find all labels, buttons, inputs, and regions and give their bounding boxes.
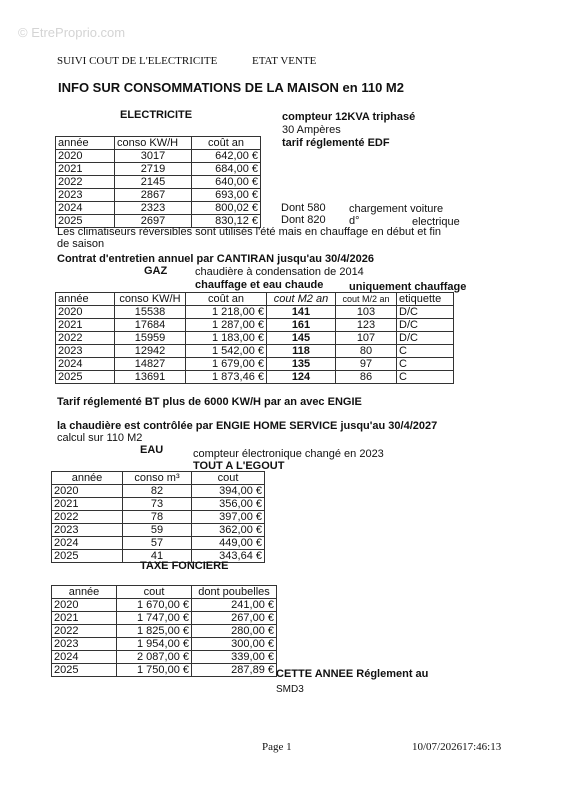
- taxe-table: [51, 585, 277, 677]
- column-header: année: [52, 472, 123, 485]
- cell: 2023: [52, 524, 123, 537]
- cell: 362,00 €: [192, 524, 265, 537]
- column-header: cout: [117, 586, 192, 599]
- cell: 241,00 €: [192, 599, 277, 612]
- cell: 14827: [115, 358, 186, 371]
- table-row: [52, 524, 265, 537]
- cell: 2323: [115, 202, 192, 215]
- gaz-tarif: Tarif réglementé BT plus de 6000 KW/H par an avec ENGIE: [57, 396, 362, 408]
- cell: 693,00 €: [192, 189, 261, 202]
- cell: 57: [123, 537, 192, 550]
- taxe-heading: TAXE FONCIERE: [140, 560, 229, 572]
- column-header: année: [56, 293, 115, 306]
- table-header-row: [52, 586, 277, 599]
- header-right: ETAT VENTE: [252, 55, 317, 67]
- cell: 2020: [52, 599, 117, 612]
- cell: 2025: [52, 664, 117, 677]
- taxe-note: CETTE ANNEE Réglement au: [276, 668, 429, 680]
- column-header: coût an: [192, 137, 261, 150]
- cell: 135: [267, 358, 336, 371]
- eau-table: [51, 471, 265, 563]
- cell: 97: [336, 358, 397, 371]
- cell: 2025: [52, 550, 123, 563]
- cell: 3017: [115, 150, 192, 163]
- cell: 2020: [52, 485, 123, 498]
- column-header: etiquette: [397, 293, 454, 306]
- cell: 684,00 €: [192, 163, 261, 176]
- electricite-heading: ELECTRICITE: [120, 109, 193, 121]
- cell: 124: [267, 371, 336, 384]
- cell: 2025: [56, 215, 115, 228]
- cell: 280,00 €: [192, 625, 277, 638]
- cell: C: [397, 371, 454, 384]
- column-header: dont poubelles: [192, 586, 277, 599]
- electricite-tarif: tarif réglementé EDF: [282, 137, 390, 149]
- header-left: SUIVI COUT DE L'ELECTRICITE: [57, 55, 218, 67]
- cell: 2719: [115, 163, 192, 176]
- cell: 2021: [52, 498, 123, 511]
- cell: 123: [336, 319, 397, 332]
- cell: 2022: [56, 176, 115, 189]
- cell: 394,00 €: [192, 485, 265, 498]
- cell: 640,00 €: [192, 176, 261, 189]
- cell: 287,89 €: [192, 664, 277, 677]
- cell: 267,00 €: [192, 612, 277, 625]
- cell: D/C: [397, 306, 454, 319]
- cell: C: [397, 345, 454, 358]
- page-title: INFO SUR CONSOMMATIONS DE LA MAISON en 110 M2: [58, 80, 404, 95]
- table-row: [52, 612, 277, 625]
- cell: 80: [336, 345, 397, 358]
- gaz-uniquement: uniquement chauffage: [349, 281, 467, 293]
- cell: 2025: [56, 371, 115, 384]
- cell: 2022: [56, 332, 115, 345]
- taxe-smd: SMD3: [276, 684, 304, 695]
- column-header: cout: [192, 472, 265, 485]
- cell: 2023: [56, 345, 115, 358]
- table-row: [56, 358, 454, 371]
- cell: 13691: [115, 371, 186, 384]
- cell: 12942: [115, 345, 186, 358]
- table-row: [56, 319, 454, 332]
- cell: 339,00 €: [192, 651, 277, 664]
- table-row: [52, 638, 277, 651]
- table-row: [52, 651, 277, 664]
- cell: 2021: [56, 163, 115, 176]
- electricite-dont-2: Dont 820: [281, 214, 326, 226]
- cell: 2867: [115, 189, 192, 202]
- cell: 118: [267, 345, 336, 358]
- cell: 15959: [115, 332, 186, 345]
- cell: 1 825,00 €: [117, 625, 192, 638]
- cell: 59: [123, 524, 192, 537]
- cell: C: [397, 358, 454, 371]
- table-row: [56, 150, 261, 163]
- cell: 356,00 €: [192, 498, 265, 511]
- cell: 15538: [115, 306, 186, 319]
- electricite-charge-1: chargement voiture: [349, 203, 444, 215]
- cell: 86: [336, 371, 397, 384]
- print-datetime: 10/07/202617:46:13: [412, 741, 502, 753]
- cell: 2024: [52, 537, 123, 550]
- cell: 2020: [56, 150, 115, 163]
- column-header: année: [56, 137, 115, 150]
- cell: 2023: [56, 189, 115, 202]
- cell: 1 954,00 €: [117, 638, 192, 651]
- electricite-table: [55, 136, 261, 228]
- column-header: cout M2 an: [267, 293, 336, 306]
- cell: 449,00 €: [192, 537, 265, 550]
- gaz-chaudiere: chaudière à condensation de 2014: [195, 266, 364, 278]
- cell: 1 287,00 €: [186, 319, 267, 332]
- table-row: [52, 511, 265, 524]
- cell: 300,00 €: [192, 638, 277, 651]
- cell: 1 218,00 €: [186, 306, 267, 319]
- cell: 161: [267, 319, 336, 332]
- cell: 1 679,00 €: [186, 358, 267, 371]
- cell: 1 750,00 €: [117, 664, 192, 677]
- table-row: [56, 306, 454, 319]
- gaz-table: [55, 292, 454, 384]
- cell: 2022: [52, 625, 117, 638]
- cell: 78: [123, 511, 192, 524]
- table-row: [52, 625, 277, 638]
- eau-heading: EAU: [140, 444, 164, 456]
- column-header: cout M/2 an: [336, 293, 397, 306]
- cell: 2145: [115, 176, 192, 189]
- cell: 830,12 €: [192, 215, 261, 228]
- table-row: [52, 599, 277, 612]
- watermark: © EtreProprio.com: [18, 25, 126, 40]
- cell: D/C: [397, 332, 454, 345]
- table-row: [52, 664, 277, 677]
- electricite-amperes: 30 Ampères: [282, 124, 341, 136]
- column-header: conso KW/H: [115, 137, 192, 150]
- table-row: [56, 163, 261, 176]
- table-header-row: [56, 137, 261, 150]
- cell: D/C: [397, 319, 454, 332]
- column-header: conso m³: [123, 472, 192, 485]
- cell: 2020: [56, 306, 115, 319]
- eau-compteur: compteur électronique changé en 2023: [193, 448, 384, 460]
- table-row: [56, 176, 261, 189]
- electricite-charge-2b: electrique: [412, 216, 460, 228]
- cell: 2022: [52, 511, 123, 524]
- cell: 1 747,00 €: [117, 612, 192, 625]
- cell: 17684: [115, 319, 186, 332]
- cell: 82: [123, 485, 192, 498]
- cell: 800,02 €: [192, 202, 261, 215]
- table-row: [56, 371, 454, 384]
- column-header: année: [52, 586, 117, 599]
- electricite-compteur: compteur 12KVA triphasé: [282, 111, 416, 123]
- electricite-note-1: Les climatiseurs réversibles sont utilisés l'été mais en chauffage en début et fin: [57, 226, 442, 238]
- cell: 107: [336, 332, 397, 345]
- gaz-controle: la chaudière est contrôlée par ENGIE HOME SERVICE jusqu'au 30/4/2027: [57, 420, 438, 432]
- table-header-row: [56, 293, 454, 306]
- column-header: coût an: [186, 293, 267, 306]
- column-header: conso KW/H: [115, 293, 186, 306]
- cell: 343,64 €: [192, 550, 265, 563]
- eau-egout: TOUT A L'EGOUT: [193, 460, 285, 472]
- cell: 2024: [52, 651, 117, 664]
- cell: 1 183,00 €: [186, 332, 267, 345]
- electricite-charge-2a: d°: [349, 215, 360, 227]
- cell: 73: [123, 498, 192, 511]
- electricite-note-2: de saison: [57, 238, 105, 250]
- cell: 145: [267, 332, 336, 345]
- table-row: [52, 537, 265, 550]
- gaz-contrat: Contrat d'entretien annuel par CANTIRAN jusqu'au 30/4/2026: [57, 253, 374, 265]
- page-number: Page 1: [262, 741, 292, 753]
- cell: 642,00 €: [192, 150, 261, 163]
- table-row: [56, 189, 261, 202]
- cell: 397,00 €: [192, 511, 265, 524]
- cell: 1 670,00 €: [117, 599, 192, 612]
- cell: 2024: [56, 202, 115, 215]
- electricite-dont-1: Dont 580: [281, 202, 326, 214]
- cell: 2021: [56, 319, 115, 332]
- cell: 141: [267, 306, 336, 319]
- table-row: [56, 202, 261, 215]
- cell: 1 542,00 €: [186, 345, 267, 358]
- cell: 2021: [52, 612, 117, 625]
- gaz-calcul: calcul sur 110 M2: [57, 432, 143, 444]
- table-row: [56, 332, 454, 345]
- cell: 41: [123, 550, 192, 563]
- table-row: [52, 498, 265, 511]
- cell: 103: [336, 306, 397, 319]
- table-row: [52, 485, 265, 498]
- table-row: [56, 345, 454, 358]
- table-header-row: [52, 472, 265, 485]
- cell: 1 873,46 €: [186, 371, 267, 384]
- cell: 2024: [56, 358, 115, 371]
- gaz-heading: GAZ: [144, 265, 168, 277]
- gaz-chauffage: chauffage et eau chaude: [195, 279, 324, 291]
- cell: 2023: [52, 638, 117, 651]
- cell: 2 087,00 €: [117, 651, 192, 664]
- cell: 2697: [115, 215, 192, 228]
